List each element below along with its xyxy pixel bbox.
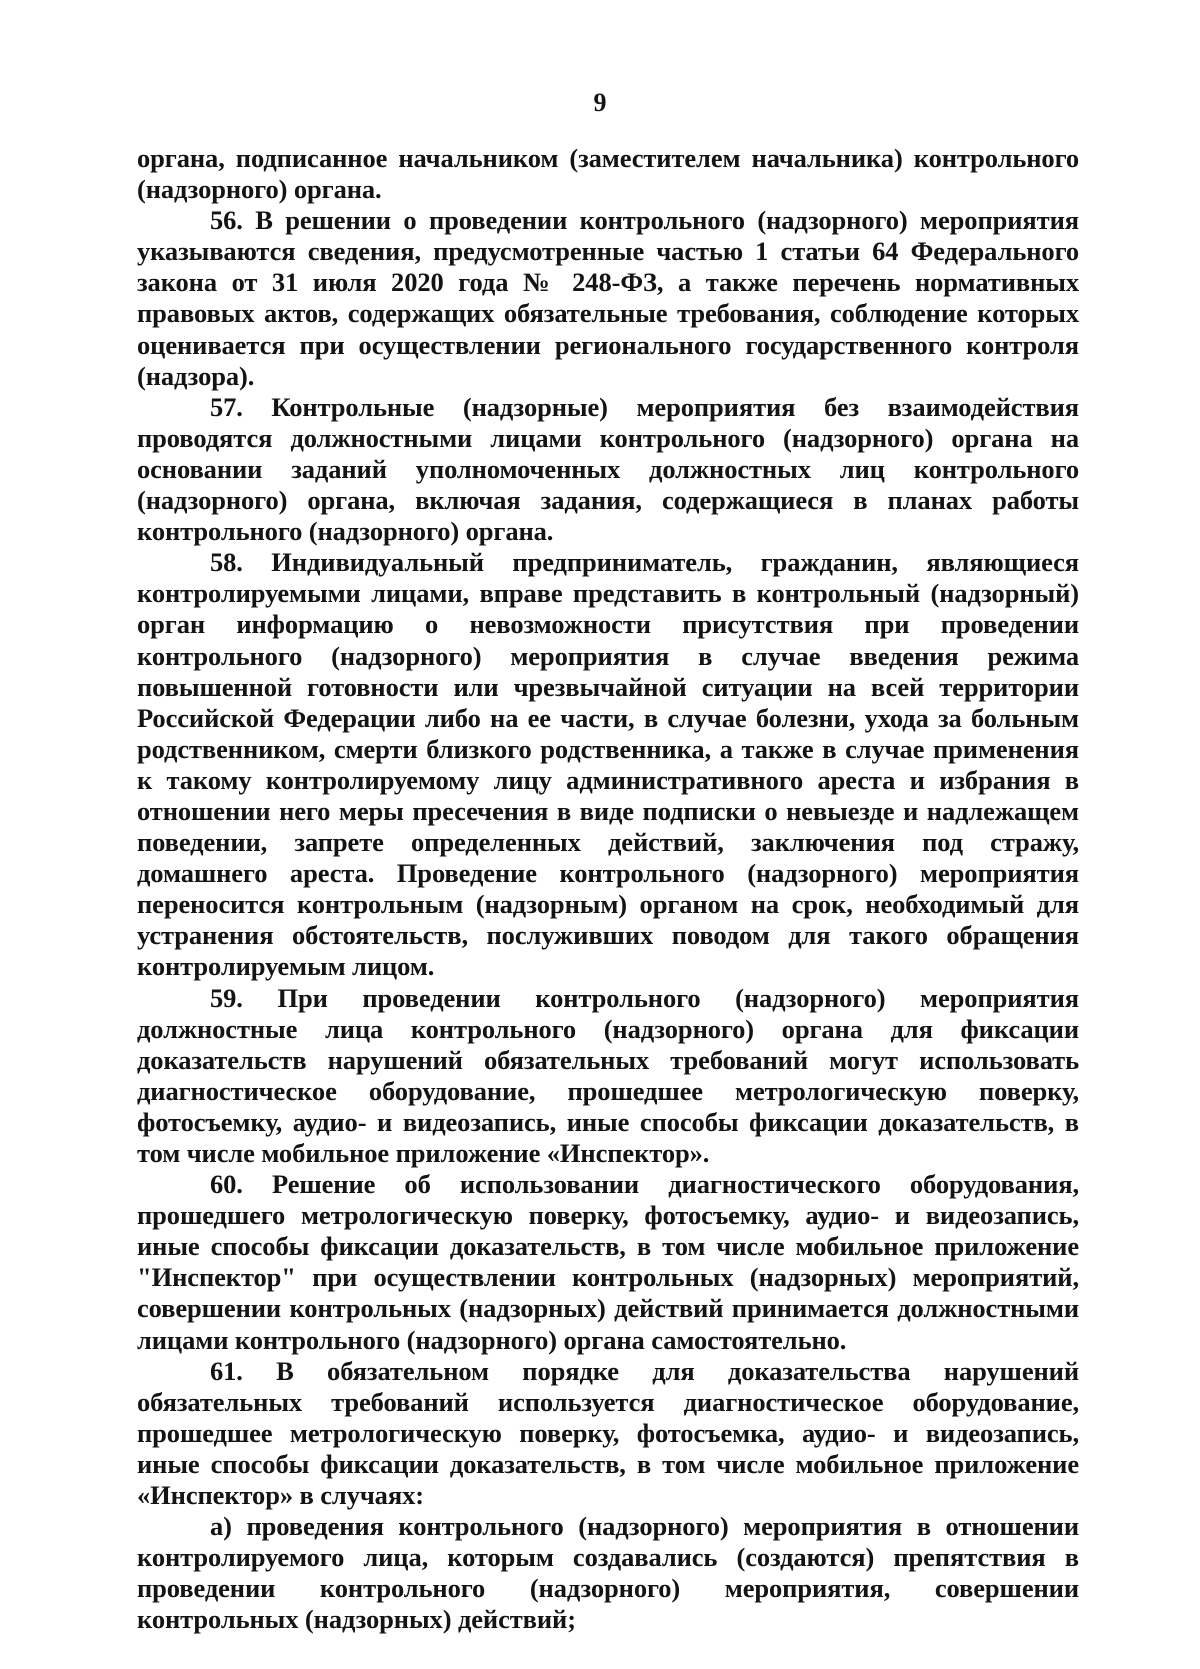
document-body (137, 143, 1079, 1636)
page-number: 9 (593, 88, 607, 117)
paragraph-continuation: органа, подписанное начальником (заместителем начальника) контрольного (надзорного) органа. (137, 143, 1079, 205)
paragraph-60: 60. Решение об использовании диагностического оборудования, прошедшего метрологическую поверку, фотосъемку, аудио- и видеозапись, иные способы фиксации доказательств, в том числе мобильное приложение "Инспектор" при осуществлении контрольных (надзорных) мероприятий, совершении контрольных (надзорных) действий принимается должностными лицами контрольного (надзорного) органа самостоятельно. (137, 1169, 1079, 1355)
paragraph-61a: а) проведения контрольного (надзорного) мероприятия в отношении контролируемого лица, которым создавались (создаются) препятствия в проведении контрольного (надзорного) мероприятия, совершении контрольных (надзорных) действий; (137, 1511, 1079, 1635)
paragraph-61: 61. В обязательном порядке для доказательства нарушений обязательных требований используется диагностическое оборудование, прошедшее метрологическую поверку, фотосъемка, аудио- и видеозапись, иные способы фиксации доказательств, в том числе мобильное приложение «Инспектор» в случаях: (137, 1355, 1079, 1511)
paragraph-56: 56. В решении о проведении контрольного (надзорного) мероприятия указываются сведения, предусмотренные частью 1 статьи 64 Федерального закона от 31 июля 2020 года № 248-ФЗ, а также перечень нормативных правовых актов, содержащих обязательные требования, соблюдение которых оценивается при осуществлении регионального государственного контроля (надзора). (137, 205, 1079, 391)
paragraph-59: 59. При проведении контрольного (надзорного) мероприятия должностные лица контрольного (надзорного) органа для фиксации доказательств нарушений обязательных требований могут использовать диагностическое оборудование, прошедшее метрологическую поверку, фотосъемку, аудио- и видеозапись, иные способы фиксации доказательств, в том числе мобильное приложение «Инспектор». (137, 982, 1079, 1168)
paragraph-58: 58. Индивидуальный предприниматель, гражданин, являющиеся контролируемыми лицами, вправе представить в контрольный (надзорный) орган информацию о невозможности присутствия при проведении контрольного (надзорного) мероприятия в случае введения режима повышенной готовности или чрезвычайной ситуации на всей территории Российской Федерации либо на ее части, в случае болезни, ухода за больным родственником, смерти близкого родственника, а также в случае применения к такому контролируемому лицу административного ареста и избрания в отношении него меры пресечения в виде подписки о невыезде и надлежащем поведении, запрете определенных действий, заключения под стражу, домашнего ареста. Проведение контрольного (надзорного) мероприятия переносится контрольным (надзорным) органом на срок, необходимый для устранения обстоятельств, послуживших поводом для такого обращения контролируемым лицом. (137, 547, 1079, 982)
paragraph-57: 57. Контрольные (надзорные) мероприятия без взаимодействия проводятся должностными лицами контрольного (надзорного) органа на основании заданий уполномоченных должностных лиц контрольного (надзорного) органа, включая задания, содержащиеся в планах работы контрольного (надзорного) органа. (137, 391, 1079, 547)
